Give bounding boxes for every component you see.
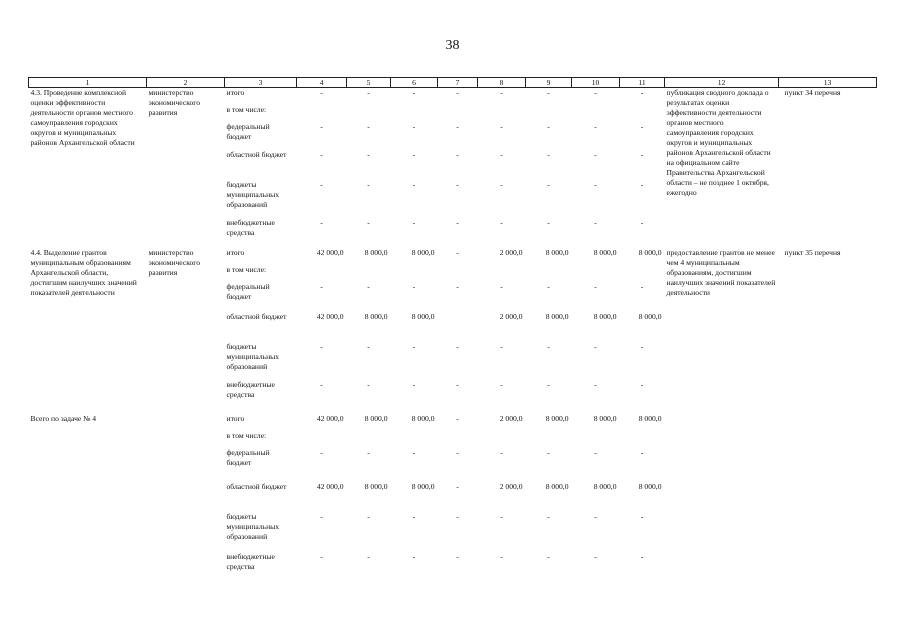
empty-cell — [526, 105, 572, 122]
funding-value: - — [640, 511, 644, 521]
list-reference: пункт 34 перечня — [784, 88, 841, 97]
funding-value: 8 000,0 — [545, 481, 569, 491]
table-row — [29, 414, 877, 431]
funding-value: - — [456, 88, 459, 97]
funding-value: - — [367, 379, 370, 389]
column-number: 11 — [620, 78, 665, 88]
funding-value: - — [367, 281, 370, 291]
funding-source: областной бюджет — [226, 311, 287, 321]
funding-value: 8 000,0 — [411, 413, 435, 423]
column-number: 5 — [347, 78, 391, 88]
funding-value: - — [500, 551, 503, 561]
funding-value: 8 000,0 — [638, 481, 662, 491]
funding-value: - — [640, 217, 644, 227]
column-number: 10 — [572, 78, 620, 88]
funding-value: - — [456, 511, 459, 521]
funding-value: - — [594, 447, 597, 457]
funding-value: 8 000,0 — [411, 311, 435, 321]
funding-source: в том числе: — [226, 430, 267, 440]
funding-source: в том числе: — [226, 104, 267, 114]
funding-value: - — [456, 341, 459, 351]
activity-executor — [147, 414, 225, 578]
empty-cell — [620, 265, 665, 282]
funding-value: - — [640, 149, 644, 159]
funding-value: - — [367, 179, 370, 189]
funding-value: 8 000,0 — [364, 413, 388, 423]
activity-name: 4.3. Проведение комплексной оценки эффективности деятельности органов местного самоуправления городских округов и муниципальных районов Архангельской области — [30, 88, 135, 148]
funding-value: - — [594, 88, 597, 97]
funding-value: - — [320, 447, 323, 457]
funding-value: - — [367, 341, 370, 351]
funding-value: - — [456, 179, 459, 189]
funding-value: - — [547, 341, 550, 351]
expected-result: предоставление грантов не менее чем 4 муниципальным образованиям, достигшим наилучших значений показателей деятельности — [666, 247, 776, 297]
funding-source: областной бюджет — [226, 481, 287, 491]
funding-value — [438, 312, 478, 342]
empty-cell — [572, 105, 620, 122]
funding-value: - — [500, 179, 503, 189]
empty-cell — [438, 431, 478, 448]
funding-value: 42 000,0 — [316, 311, 344, 321]
funding-value: - — [412, 217, 416, 227]
funding-value: - — [412, 121, 416, 131]
funding-value: - — [594, 121, 597, 131]
funding-value: - — [547, 217, 550, 227]
funding-value: 8 000,0 — [593, 311, 617, 321]
expected-result: публикация сводного доклада о результатах оценки эффективности деятельности органов местного самоуправления городских округов и муниципальных районов Архангельской области на официальном сайте Правительства Архангельской области – не позднее 1 октября, ежегодно — [666, 88, 771, 198]
page-number: 38 — [445, 38, 460, 53]
funding-value: 8 000,0 — [364, 481, 388, 491]
funding-value: 8 000,0 — [411, 247, 435, 257]
funding-value: - — [320, 179, 323, 189]
funding-value: - — [320, 281, 323, 291]
funding-value: - — [594, 217, 597, 227]
funding-value: - — [640, 379, 644, 389]
funding-source: в том числе: — [226, 264, 267, 274]
empty-cell — [438, 265, 478, 282]
funding-value: - — [594, 511, 597, 521]
funding-source: итого — [226, 88, 245, 97]
empty-cell — [347, 265, 391, 282]
funding-value: - — [412, 179, 416, 189]
funding-value: - — [412, 341, 416, 351]
funding-value: - — [500, 447, 503, 457]
funding-value: - — [367, 447, 370, 457]
funding-value: - — [640, 179, 644, 189]
funding-value: - — [456, 281, 459, 291]
funding-value: - — [456, 379, 459, 389]
funding-value: - — [320, 149, 323, 159]
funding-value: - — [320, 121, 323, 131]
funding-value: - — [500, 511, 503, 521]
empty-cell — [297, 431, 347, 448]
funding-value: - — [320, 511, 323, 521]
funding-value: - — [456, 551, 459, 561]
funding-value: - — [456, 447, 459, 457]
funding-value: - — [594, 281, 597, 291]
funding-value: - — [500, 341, 503, 351]
funding-value: - — [594, 551, 597, 561]
funding-value: - — [547, 179, 550, 189]
empty-cell — [478, 265, 526, 282]
funding-value: - — [640, 121, 644, 131]
empty-cell — [478, 431, 526, 448]
column-number: 4 — [297, 78, 347, 88]
funding-value: - — [412, 281, 416, 291]
funding-value: - — [547, 551, 550, 561]
funding-value: 2 000,0 — [499, 311, 523, 321]
funding-value: - — [320, 341, 323, 351]
funding-value: - — [547, 149, 550, 159]
funding-value: - — [456, 217, 459, 227]
funding-value: - — [594, 341, 597, 351]
funding-source: областной бюджет — [226, 149, 287, 159]
empty-cell — [526, 431, 572, 448]
funding-value: - — [594, 179, 597, 189]
column-number: 13 — [779, 78, 877, 88]
funding-value: - — [640, 88, 644, 97]
funding-value: - — [500, 149, 503, 159]
funding-value: - — [367, 551, 370, 561]
empty-cell — [478, 105, 526, 122]
funding-value: - — [456, 149, 459, 159]
funding-value: - — [412, 551, 416, 561]
funding-source: федеральный бюджет — [226, 447, 270, 467]
funding-value: - — [320, 379, 323, 389]
funding-value: - — [640, 341, 644, 351]
empty-cell — [620, 431, 665, 448]
funding-source: итого — [226, 247, 245, 257]
funding-value: 42 000,0 — [316, 481, 344, 491]
funding-source: бюджеты муниципальных образований — [226, 511, 280, 541]
funding-value: 2 000,0 — [499, 247, 523, 257]
funding-source: внебюджетные средства — [226, 379, 275, 399]
funding-value: - — [367, 511, 370, 521]
funding-value: 42 000,0 — [316, 413, 344, 423]
funding-source: бюджеты муниципальных образований — [226, 341, 280, 371]
funding-value: 2 000,0 — [499, 481, 523, 491]
funding-value: - — [320, 88, 323, 97]
activity-name: Всего по задаче № 4 — [30, 413, 97, 423]
funding-value: - — [456, 121, 459, 131]
funding-value: - — [367, 149, 370, 159]
empty-cell — [391, 105, 438, 122]
column-number: 7 — [438, 78, 478, 88]
funding-value: - — [367, 217, 370, 227]
funding-value: - — [412, 149, 416, 159]
funding-value: 8 000,0 — [593, 481, 617, 491]
funding-value: - — [367, 121, 370, 131]
funding-value: 2 000,0 — [499, 413, 523, 423]
empty-cell — [620, 105, 665, 122]
funding-value: - — [320, 217, 323, 227]
expected-result — [665, 414, 779, 578]
funding-value: - — [547, 379, 550, 389]
column-number-row — [29, 78, 877, 88]
funding-value: 8 000,0 — [638, 247, 662, 257]
empty-cell — [526, 265, 572, 282]
empty-cell — [572, 265, 620, 282]
funding-value: 8 000,0 — [411, 481, 435, 491]
funding-value: - — [500, 217, 503, 227]
funding-value: - — [640, 447, 644, 457]
funding-value: 8 000,0 — [364, 247, 388, 257]
funding-value: - — [412, 447, 416, 457]
empty-cell — [347, 105, 391, 122]
funding-source: федеральный бюджет — [226, 281, 270, 301]
empty-cell — [297, 265, 347, 282]
funding-value: - — [594, 379, 597, 389]
funding-value: - — [640, 551, 644, 561]
empty-cell — [347, 431, 391, 448]
empty-cell — [391, 265, 438, 282]
funding-source: бюджеты муниципальных образований — [226, 179, 280, 209]
column-number: 9 — [526, 78, 572, 88]
column-number: 12 — [665, 78, 779, 88]
column-number: 1 — [29, 78, 147, 88]
funding-value: 8 000,0 — [364, 311, 388, 321]
funding-source: итого — [226, 413, 245, 423]
funding-value: - — [594, 149, 597, 159]
funding-value: - — [412, 379, 416, 389]
list-reference — [779, 414, 877, 578]
funding-value: - — [640, 281, 644, 291]
funding-value: - — [456, 413, 459, 423]
program-activities-table — [28, 77, 877, 578]
funding-value: 8 000,0 — [545, 247, 569, 257]
table-row — [29, 88, 877, 105]
funding-value: - — [500, 379, 503, 389]
funding-value: 8 000,0 — [593, 413, 617, 423]
funding-value: - — [547, 88, 550, 97]
funding-value: - — [547, 121, 550, 131]
funding-value: - — [320, 551, 323, 561]
funding-value: 42 000,0 — [316, 247, 344, 257]
empty-cell — [391, 431, 438, 448]
funding-value: - — [367, 88, 370, 97]
empty-cell — [438, 105, 478, 122]
funding-value: 8 000,0 — [545, 413, 569, 423]
funding-value: 8 000,0 — [545, 311, 569, 321]
funding-value: - — [547, 281, 550, 291]
table-row — [29, 248, 877, 265]
funding-value: - — [500, 88, 503, 97]
funding-value: - — [547, 511, 550, 521]
funding-value: 8 000,0 — [638, 413, 662, 423]
funding-source: внебюджетные средства — [226, 217, 275, 237]
funding-value: - — [500, 121, 503, 131]
funding-value: - — [412, 511, 416, 521]
funding-source: федеральный бюджет — [226, 121, 270, 141]
list-reference: пункт 35 перечня — [784, 247, 841, 257]
funding-value: - — [547, 447, 550, 457]
column-number: 6 — [391, 78, 438, 88]
column-number: 2 — [147, 78, 225, 88]
activity-name: 4.4. Выделение грантов муниципальным образованиям Архангельской области, достигшим наилучших значений показателей деятельности — [30, 247, 137, 297]
table-body — [29, 88, 877, 578]
funding-value: - — [456, 247, 459, 257]
empty-cell — [572, 431, 620, 448]
funding-value: 8 000,0 — [593, 247, 617, 257]
funding-value: 8 000,0 — [638, 311, 662, 321]
column-number: 8 — [478, 78, 526, 88]
funding-value: - — [500, 281, 503, 291]
empty-cell — [297, 105, 347, 122]
funding-value: - — [456, 481, 459, 491]
activity-executor: министерство экономического развития — [148, 88, 201, 118]
funding-source: внебюджетные средства — [226, 551, 275, 571]
column-number: 3 — [225, 78, 297, 88]
activity-executor: министерство экономического развития — [148, 247, 201, 277]
funding-value: - — [412, 88, 416, 97]
